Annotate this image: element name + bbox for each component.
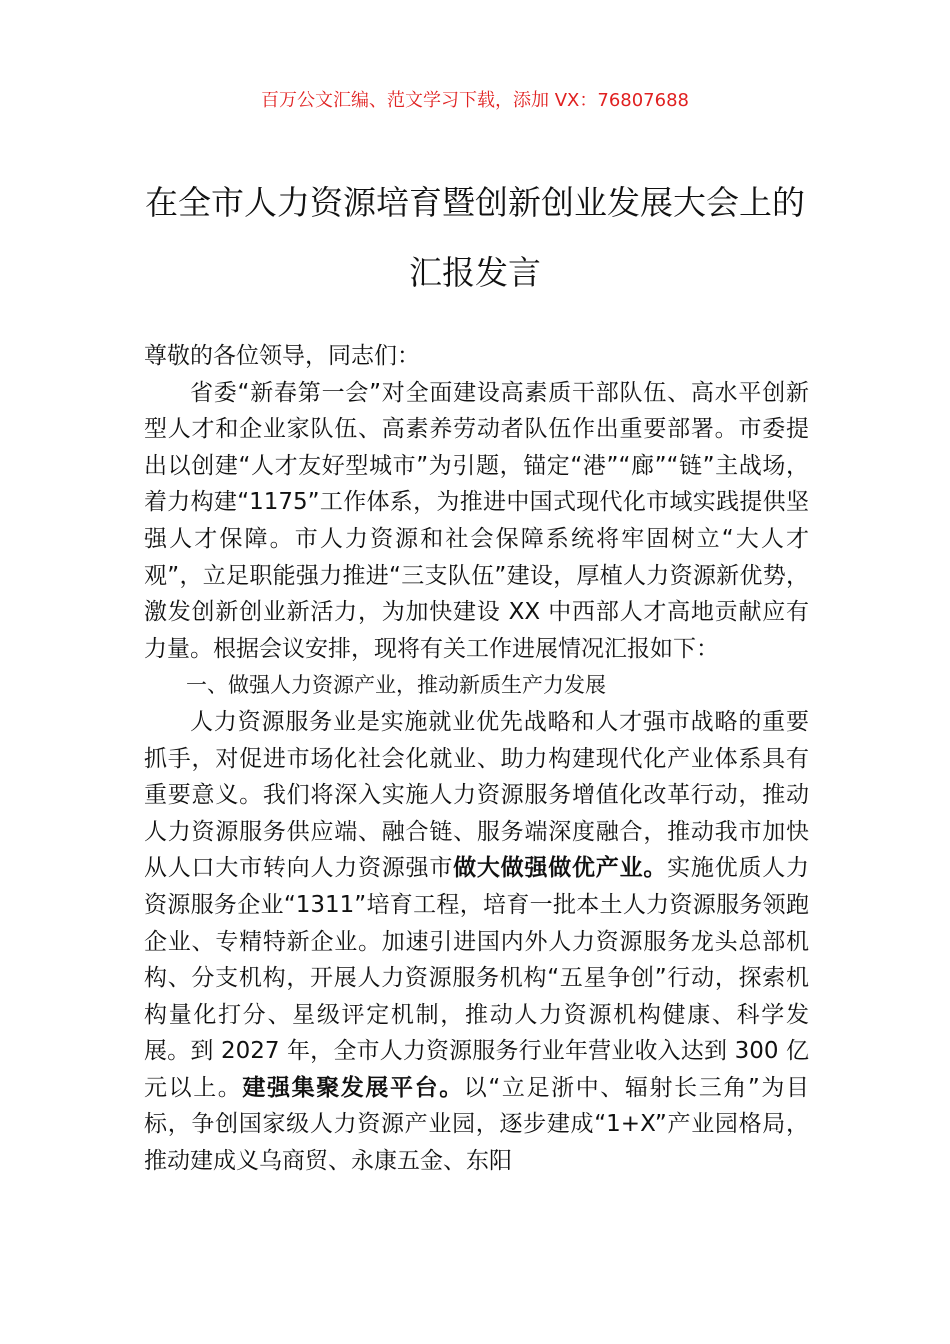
paragraph-text: 以“立足浙中、辐射长三角”为目标，争创国家级人力资源产业园，逐步建成“1+X”产业园格局，推动建成义乌商贸、永康五金、东阳 bbox=[144, 1074, 810, 1175]
bold-keypoint: 做大做强做优产业。 bbox=[453, 855, 668, 882]
bold-keypoint: 建强集聚发展平台。 bbox=[242, 1074, 464, 1101]
paragraph-text: 实施优质人力资源服务企业“1311”培育工程，培育一批本土人力资源服务领跑企业、专精特新企业。加速引进国内外人力资源服务龙头总部机构、分支机构，开展人力资源服务机构“五星争创”行动，探索机构量化打分、星级评定机制，推动人力资源机构健康、科学发展。到 2027 年，全市人力资源服务行业年营业收入达到 300 亿元以上。 bbox=[144, 855, 810, 1101]
paragraph-text: 人力资源服务业是实施就业优先战略和人才强市战略的重要抓手，对促进市场化社会化就业、助力构建现代化产业体系具有重要意义。我们将深入实施人力资源服务增值化改革行动，推动人力资源服务供应端、融合链、服务端深度融合，推动我市加快从人口大市转向人力资源强市 bbox=[144, 708, 809, 882]
paragraph-section-1 bbox=[144, 704, 809, 1180]
document-body bbox=[144, 338, 809, 1180]
document-title: 在全市人力资源培育暨创新创业发展大会上的汇报发言 bbox=[145, 183, 805, 292]
salutation: 尊敬的各位领导，同志们： bbox=[144, 343, 420, 369]
header-note: 百万公文汇编、范文学习下载，添加 VX：76807688 bbox=[261, 90, 689, 111]
paragraph-intro: 省委“新春第一会”对全面建设高素质干部队伍、高水平创新型人才和企业家队伍、高素养劳动者队伍作出重要部署。市委提出以创建“人才友好型城市”为引题，锚定“港”“廊”“链”主战场，着力构建“1175”工作体系，为推进中国式现代化市域实践提供坚强人才保障。市人力资源和社会保障系统将牢固树立“大人才观”，立足职能强力推进“三支队伍”建设，厚植人力资源新优势，激发创新创业新活力，为加快建设 XX 中西部人才高地贡献应有力量。根据会议安排，现将有关工作进展情况汇报如下： bbox=[144, 379, 809, 662]
section-heading-1: 一、做强人力资源产业，推动新质生产力发展 bbox=[186, 673, 606, 698]
